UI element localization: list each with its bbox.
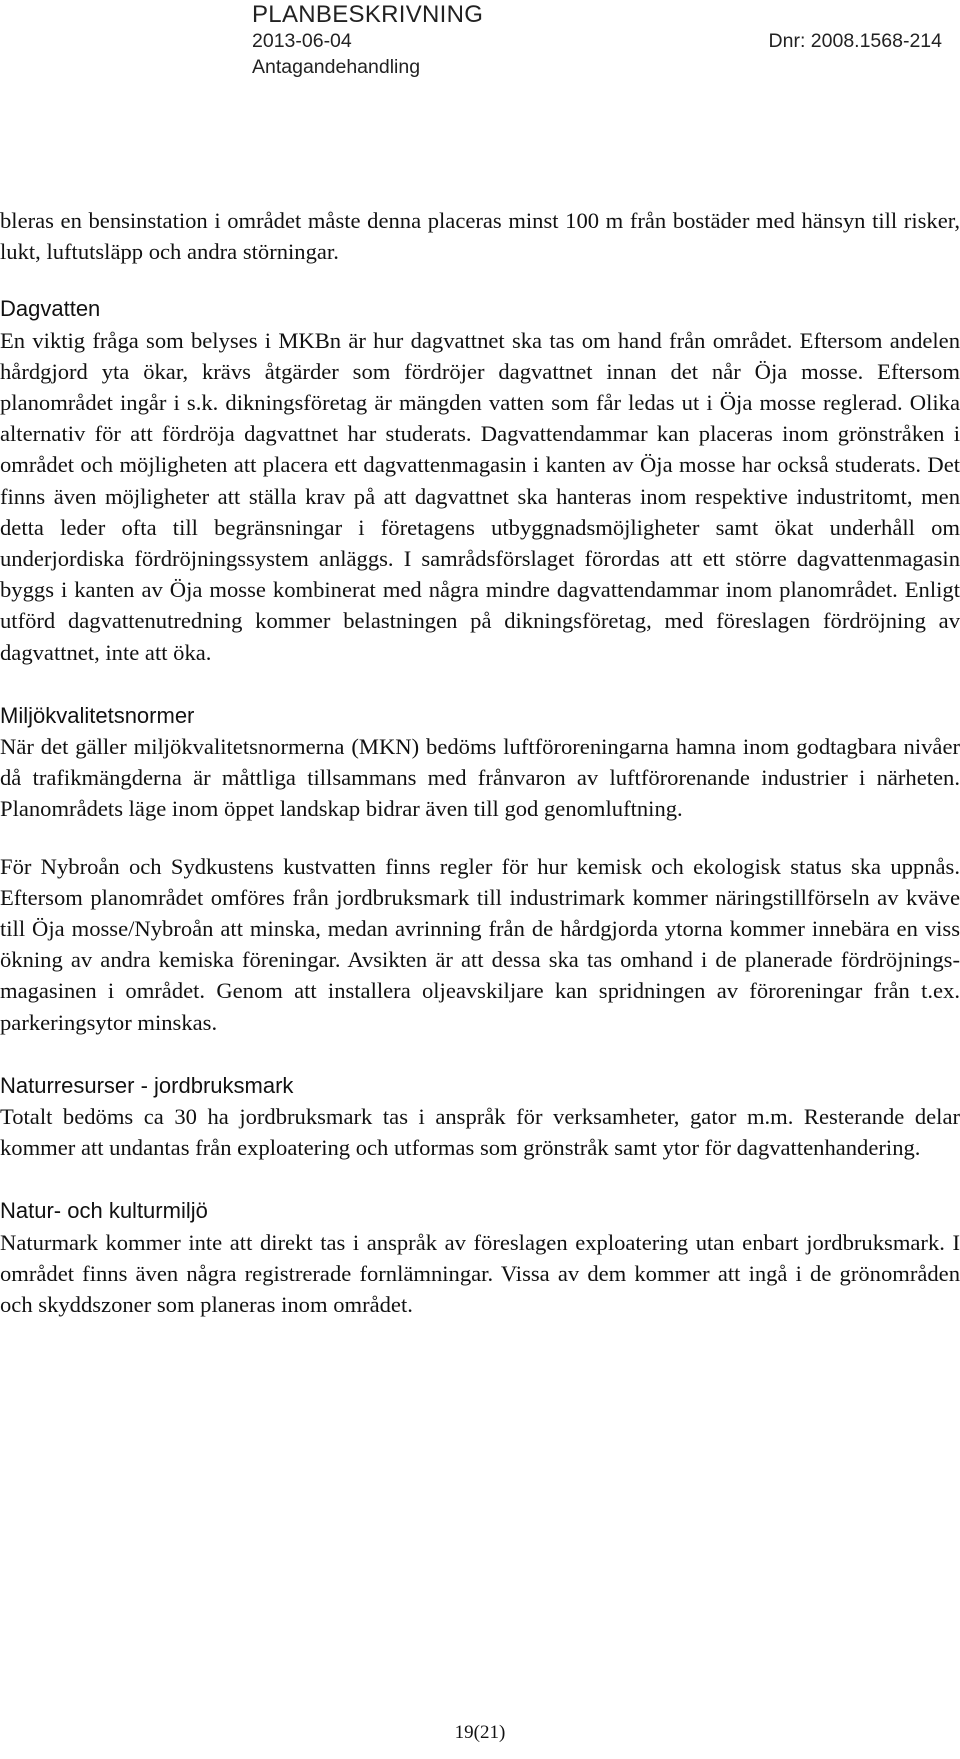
spacer <box>0 267 960 293</box>
page-number: 19(21) <box>454 1722 506 1743</box>
document-date: 2013-06-04 <box>252 30 352 52</box>
dagvatten-paragraph: En viktig fråga som belyses i MKBn är hur dagvattnet ska tas om hand från området. Eftersom andelen hårdgjord yta ökar, krävs åtgärder som fördröjer dagvattnet innan det når Öja mosse. Eftersom planområdet ingår i s.k. dikningsföretag är mängden vatten som får ledas ut i Öja mosse reglerad. Olika alternativ för att fördröja dagvattnet har studerats. Dagvattendammar kan placeras inom grönstråken i området och möjligheten att placera ett dagvattenmagasin i kanten av Öja mosse har också studerats. Det finns även möjligheter att ställa krav på att dagvattnet ska hanteras inom respektive industritomt, men detta leder ofta till begränsningar i företagens utbyggnadsmöjligheter samt ökat underhåll om underjordiska fördröjningssystem anläggs. I samrådsförslaget förordas att ett större dagvattenmagasin byggs i kanten av Öja mosse kombinerat med några mindre dagvattendammar inom planområdet. Enligt utförd dagvattenutredning kommer belastningen på dikningsföretag, med föreslagen fördröjning av dagvattnet, inte att öka. <box>0 327 960 665</box>
header-meta-row <box>252 28 942 54</box>
spacer <box>0 1038 960 1070</box>
document-dnr: Dnr: 2008.1568-214 <box>768 30 942 52</box>
page-header <box>252 2 942 80</box>
heading-dagvatten: Dagvatten <box>0 296 101 322</box>
heading-naturresurser: Naturresurser - jordbruksmark <box>0 1072 294 1098</box>
spacer <box>0 668 960 700</box>
natur-paragraph: Naturmark kommer inte att direkt tas i anspråk av föreslagen exploatering utan enbart jordbruksmark. I området finns även några registrerade fornlämningar. Vissa av dem kommer att ingå i de grönområden och skyddszoner som planeras inom området. <box>0 1229 960 1318</box>
miljo-paragraph-1: När det gäller miljökvalitetsnormerna (MKN) bedöms luftföroreningarna hamna inom godtagbara nivåer då trafikmängderna är måttliga tillsammans med frånvaron av luftförorenande industrier i närheten. Planområdets läge inom öppet landskap bidrar även till god genomluftning. <box>0 734 960 822</box>
spacer <box>0 1163 960 1195</box>
heading-miljokvalitetsnormer: Miljökvalitetsnormer <box>0 702 195 728</box>
intro-paragraph: bleras en bensinstation i området måste denna placeras minst 100 m från bostäder med hänsyn till risker, lukt, luftutsläpp och andra störningar. <box>0 208 960 265</box>
document-title: PLANBESKRIVNING <box>252 1 484 28</box>
spacer <box>0 825 960 851</box>
heading-natur-kulturmiljo: Natur- och kulturmiljö <box>0 1198 208 1224</box>
document-body <box>0 205 960 1320</box>
document-status: Antagandehandling <box>252 56 421 78</box>
naturresurser-paragraph: Totalt bedöms ca 30 ha jordbruksmark tas i anspråk för verksamheter, gator m.m. Resterande delar kommer att undantas från exploatering och utformas som grönstråk samt ytor för dagvattenhandering. <box>0 1104 960 1161</box>
miljo-paragraph-2: För Nybroån och Sydkustens kustvatten finns regler för hur kemisk och ekologisk status ska uppnås. Eftersom planområdet omföres från jordbruksmark till industrimark kommer näringstillförseln av kväve till Öja mosse/Nybroån att minska, medan avrinning från de hårdgjorda ytorna kommer innebära en viss ökning av andra kemiska föreningar. Avsikten är att dessa ska tas omhand i de planerade fördröjningsmagasinen i området. Genom att installera oljeavskiljare kan spridningen av föroreningar från t.ex. parkeringsytor minskas. <box>0 853 960 1035</box>
